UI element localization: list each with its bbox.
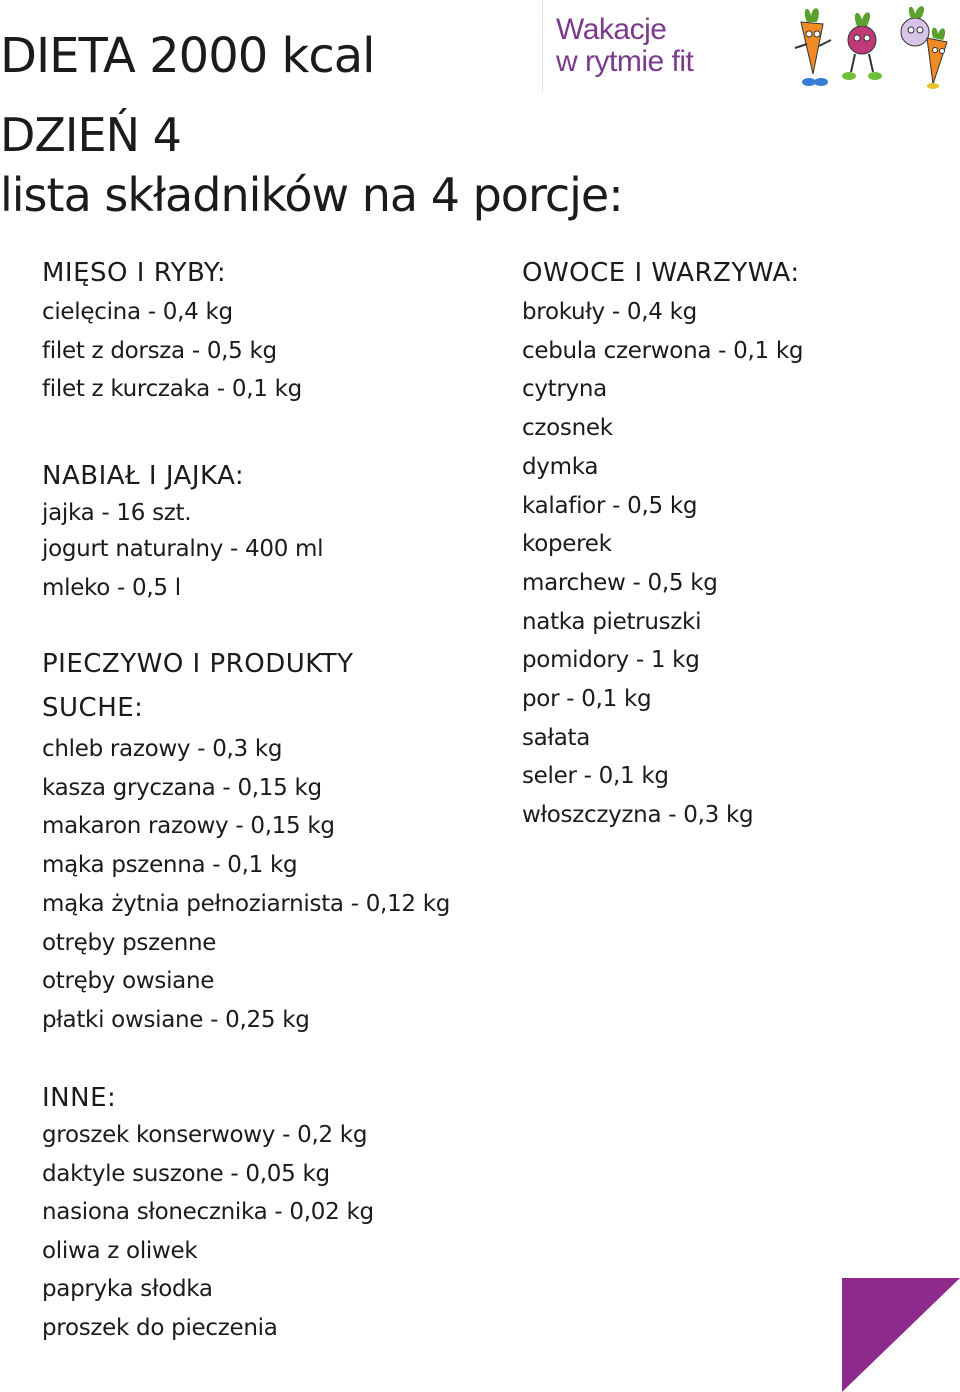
list-item: groszek konserwowy - 0,2 kg [42, 1122, 368, 1148]
section-title: OWOCE I WARZYWA: [522, 258, 800, 288]
list-item: brokuły - 0,4 kg [522, 299, 697, 325]
list-item: jajka - 16 szt. [42, 500, 192, 526]
day-heading: DZIEŃ 4 [0, 108, 181, 162]
section-title: NABIAŁ I JAJKA: [42, 461, 245, 491]
page-title: DIETA 2000 kcal [0, 28, 375, 84]
brand-logo [542, 0, 960, 96]
list-item: por - 0,1 kg [522, 686, 652, 713]
list-item: filet z dorsza - 0,5 kg [42, 337, 277, 364]
list-item: kalafior - 0,5 kg [522, 492, 698, 519]
list-item: sałata [522, 724, 591, 751]
logo-divider [542, 0, 543, 92]
list-item: natka pietruszki [522, 608, 702, 635]
list-item: filet z kurczaka - 0,1 kg [42, 376, 302, 403]
vegetable-characters-icon [787, 2, 957, 90]
list-item: mąka żytnia pełnoziarnista - 0,12 kg [42, 890, 451, 917]
section-fruits-vegetables [522, 253, 803, 835]
corner-triangle-decoration [842, 1278, 960, 1392]
list-item: cytryna [522, 376, 607, 403]
section-other [42, 1080, 374, 1348]
logo-text [556, 14, 693, 78]
section-title: MIĘSO I RYBY: [42, 258, 227, 288]
list-item: papryka słodka [42, 1276, 213, 1303]
list-item: nasiona słonecznika - 0,02 kg [42, 1199, 374, 1226]
list-item: cebula czerwona - 0,1 kg [522, 337, 804, 364]
list-item: makaron razowy - 0,15 kg [42, 813, 335, 840]
list-item: koperek [522, 531, 612, 558]
list-item: dymka [522, 453, 599, 480]
list-item: włoszczyzna - 0,3 kg [522, 802, 754, 829]
list-item: mleko - 0,5 l [42, 574, 181, 601]
section-meat-fish [42, 253, 302, 409]
logo-line-1: Wakacje [556, 13, 667, 46]
corner-triangle [842, 1278, 960, 1392]
list-item: kasza gryczana - 0,15 kg [42, 774, 322, 801]
list-item: chleb razowy - 0,3 kg [42, 736, 283, 762]
section-title-line-2: SUCHE: [42, 693, 144, 723]
section-title-line-1: PIECZYWO I PRODUKTY [42, 649, 354, 679]
list-item: marchew - 0,5 kg [522, 569, 718, 596]
list-item: oliwa z oliwek [42, 1237, 198, 1264]
section-dairy-eggs [42, 456, 323, 607]
list-item: czosnek [522, 415, 613, 442]
list-item: otręby pszenne [42, 929, 217, 956]
list-item: mąka pszenna - 0,1 kg [42, 852, 298, 879]
section-bread-dry-products [42, 642, 462, 1040]
list-item: pomidory - 1 kg [522, 647, 700, 674]
list-item: płatki owsiane - 0,25 kg [42, 1006, 310, 1033]
list-item: jogurt naturalny - 400 ml [42, 536, 324, 562]
list-item: otręby owsiane [42, 968, 215, 995]
list-item: cielęcina - 0,4 kg [42, 299, 233, 325]
list-item: proszek do pieczenia [42, 1314, 278, 1341]
section-title: INNE: [42, 1083, 117, 1113]
list-item: daktyle suszone - 0,05 kg [42, 1160, 330, 1187]
logo-line-2: w rytmie fit [556, 45, 694, 78]
list-heading: lista składników na 4 porcje: [0, 168, 623, 222]
list-item: seler - 0,1 kg [522, 763, 669, 790]
